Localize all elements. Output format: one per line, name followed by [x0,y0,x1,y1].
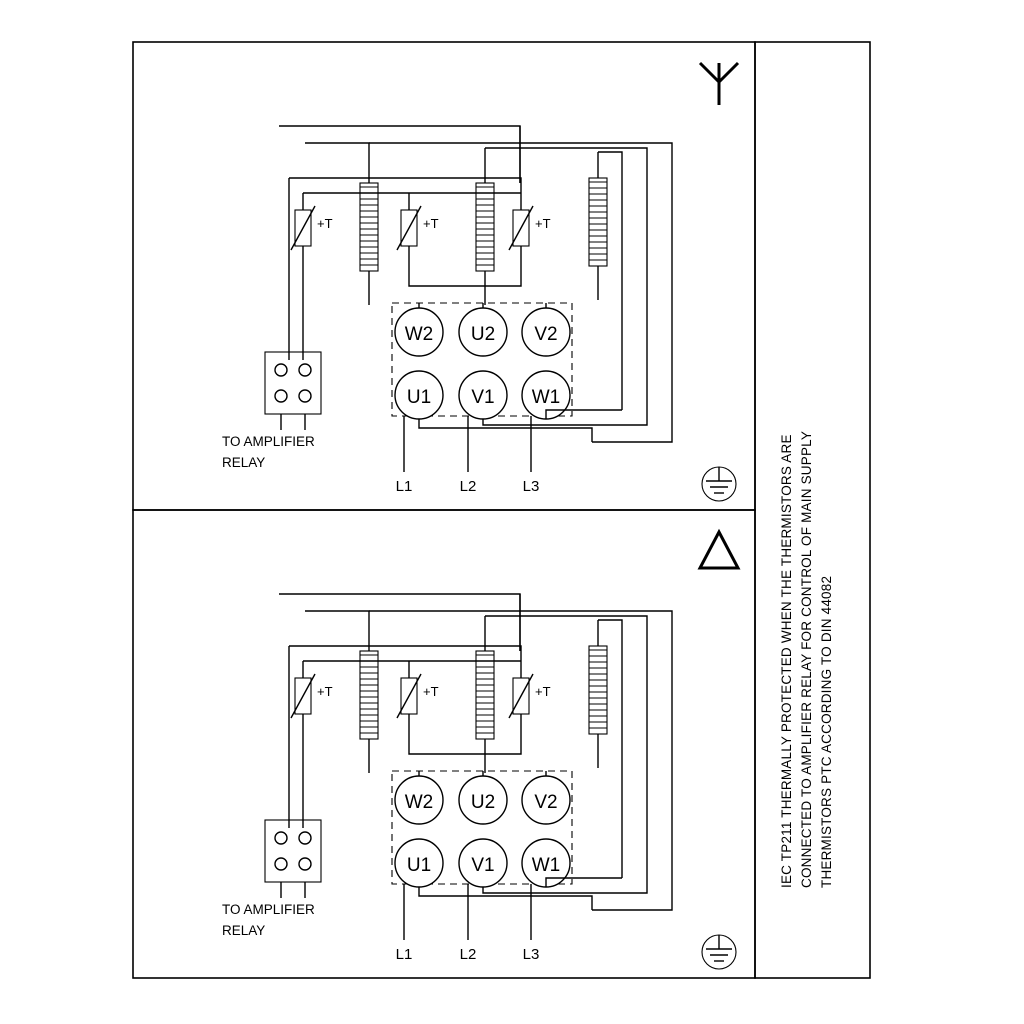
thermistor-3-star [509,193,551,270]
wire-therm-top-delta [289,646,521,661]
terminal-v2-delta: V2 [534,792,558,813]
terminal-v1-star: V1 [471,387,495,408]
wire-u1-out-delta [419,887,592,910]
wire-v1-out-delta [483,887,560,893]
terminal-w2-delta: W2 [404,792,434,813]
terminal-v2-star: V2 [534,324,558,345]
supply-l1-delta: L1 [395,946,413,963]
panel-delta [222,532,738,969]
amplifier-label-line1-star: TO AMPLIFIER [222,434,315,449]
winding-coil-2-star [476,148,494,305]
wire-therm-link-3-star [409,270,521,286]
wire-top-e-delta [598,620,622,878]
winding-coil-3-delta [589,620,607,768]
amplifier-label-line2-star: RELAY [222,455,266,470]
thermistor-label-3-delta: +T [535,684,551,699]
supply-l1-star: L1 [395,478,413,495]
supply-l2-star: L2 [459,478,477,495]
wire-therm-link-3-delta [409,738,521,754]
amplifier-terminal-block-delta [265,820,321,898]
note-line-2: CONNECTED TO AMPLIFIER RELAY FOR CONTROL OF MAIN SUPPLY [799,430,814,888]
wire-v1-out-star [483,419,560,425]
supply-l3-delta: L3 [522,946,540,963]
terminal-u2-delta: U2 [470,792,496,813]
wire-u1-out-star [419,419,592,442]
terminal-u1-star: U1 [406,387,432,408]
note-line-1: IEC TP211 THERMALLY PROTECTED WHEN THE THERMISTORS ARE [779,434,794,888]
terminal-u1-delta: U1 [406,855,432,876]
delta-symbol-icon [700,532,738,568]
wire-top-a-delta [279,594,520,651]
terminal-v1-delta: V1 [471,855,495,876]
thermistor-label-3-star: +T [535,216,551,231]
thermistor-3-delta [509,661,551,738]
thermistor-label-2-delta: +T [423,684,439,699]
thermistor-label-2-star: +T [423,216,439,231]
thermistor-1-star [291,193,333,360]
wye-symbol-icon [700,63,738,105]
supply-l3-star: L3 [522,478,540,495]
wire-top-b-star [305,143,369,170]
wire-top-a-star [279,126,520,183]
amplifier-label-line1-delta: TO AMPLIFIER [222,902,315,917]
panel-star [222,63,738,501]
winding-coil-3-star [589,152,607,300]
note-line-3: THERMISTORS PTC ACCORDING TO DIN 44082 [819,575,834,888]
amplifier-label-line2-delta: RELAY [222,923,266,938]
winding-coil-1-delta [360,638,378,773]
wire-top-e-star [598,152,622,410]
winding-coil-1-star [360,170,378,305]
earth-ground-icon-star [702,467,736,501]
terminal-w1-delta: W1 [531,855,561,876]
thermistor-2-star [397,193,439,270]
thermistor-2-delta [397,661,439,738]
earth-ground-icon-delta [702,935,736,969]
amplifier-terminal-block-star [265,352,321,430]
note-text-block [779,431,834,888]
supply-l2-delta: L2 [459,946,477,963]
terminal-w2-star: W2 [404,324,434,345]
winding-coil-2-delta [476,616,494,773]
wire-therm-top-star [289,178,521,193]
thermistor-label-1-delta: +T [317,684,333,699]
thermistor-1-delta [291,661,333,828]
terminal-u2-star: U2 [470,324,496,345]
terminal-w1-star: W1 [531,387,561,408]
wire-top-b-delta [305,611,369,638]
thermistor-label-1-star: +T [317,216,333,231]
